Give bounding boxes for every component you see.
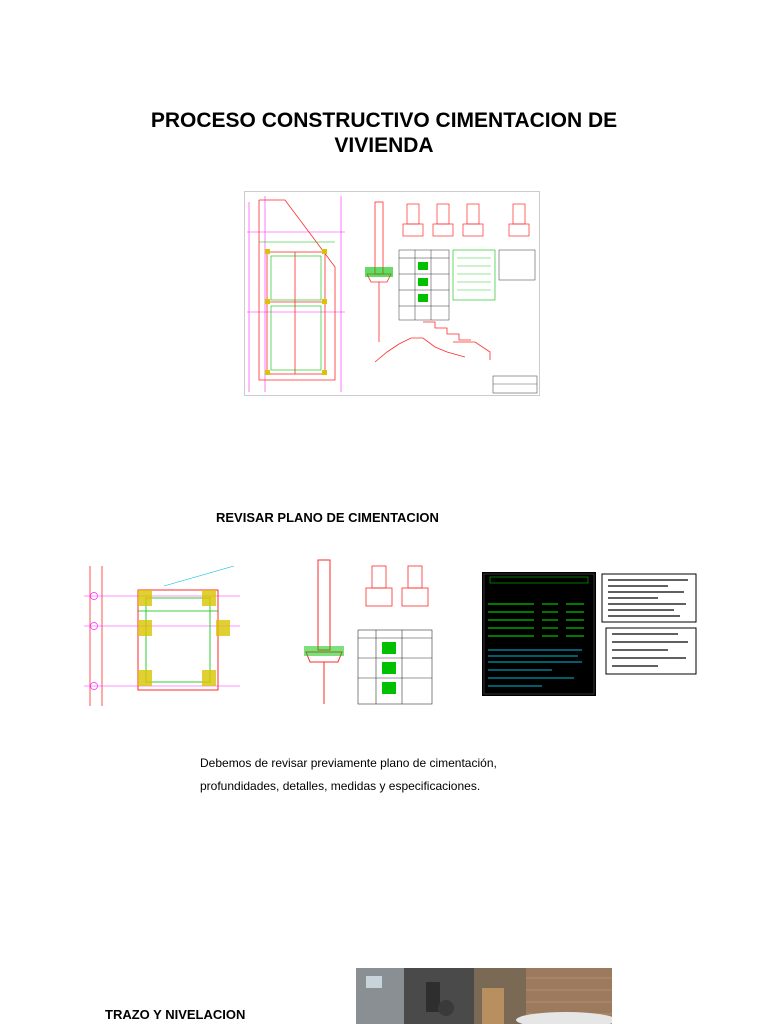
plan-detail-drawing [84,566,240,706]
section-heading-layout: TRAZO Y NIVELACION [105,1007,246,1022]
column-detail-drawing [296,558,434,706]
section-heading-plan: REVISAR PLANO DE CIMENTACION [216,510,439,525]
notes-drawing [598,572,698,676]
column-detail-image [296,558,434,706]
title-line-1: PROCESO CONSTRUCTIVO CIMENTACION DE [150,109,618,132]
specifications-drawing [482,572,596,696]
notes-image [598,572,698,676]
specifications-image [482,572,596,696]
foundation-plan-drawing [245,192,539,395]
foundation-plan-overview [244,191,540,396]
review-paragraph: Debemos de revisar previamente plano de cimentación, profundidades, detalles, medidas y especificaciones. [200,756,497,793]
construction-photo-art [356,968,612,1024]
construction-site-photo [356,968,612,1024]
page-title [100,108,668,158]
title-line-2: VIVIENDA [334,134,434,157]
plan-detail-image [84,566,240,706]
